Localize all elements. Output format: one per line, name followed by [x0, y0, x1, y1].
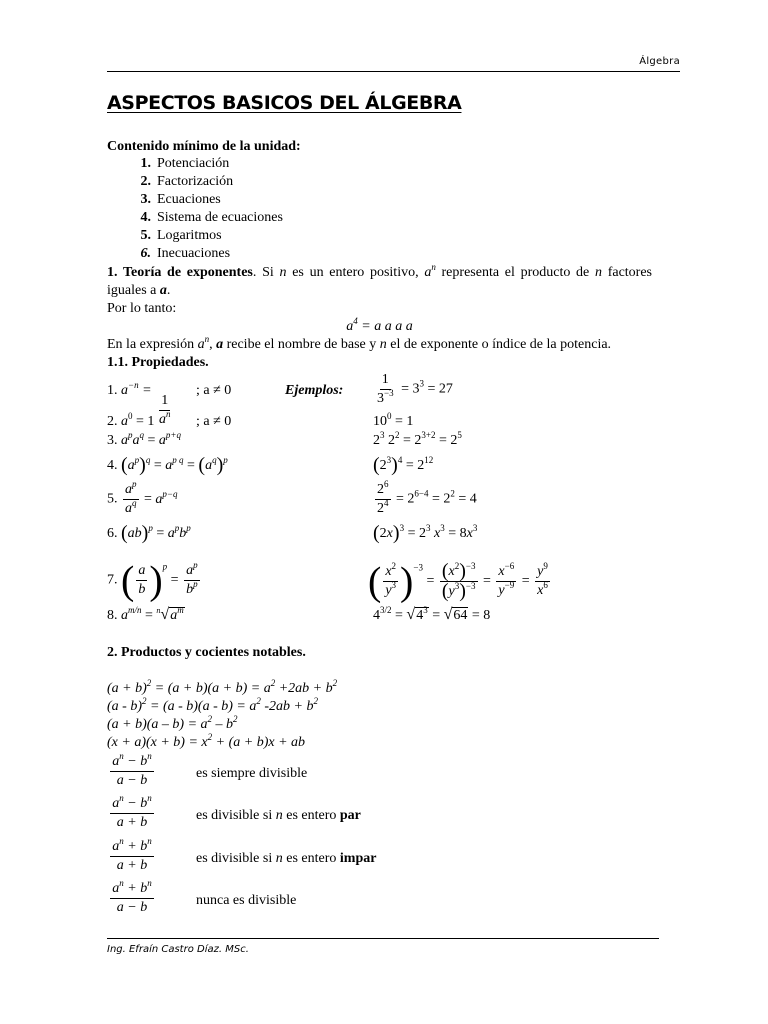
contents-item: 4. Sistema de ecuaciones [140, 210, 283, 225]
example-4: $(2^3)^4 = 2^{12}$ [373, 454, 434, 476]
property-4: 4. $(a^p)^q = a^{p q} = (a^q)^p$ [107, 454, 228, 476]
notable-product-4: $(x + a)(x + b) = x^2 + (a + b)x$ + ab [107, 732, 306, 750]
footer-author: Ing. Efraín Castro Díaz. MSc. [107, 944, 249, 955]
property-1: 1. $a^{-n}$ = $\frac{1}{a^n}$ [107, 380, 171, 427]
contents-item: 1. Potenciación [140, 156, 230, 171]
contents-list [107, 155, 283, 263]
ejemplos-label: Ejemplos: [285, 383, 344, 398]
quotient-2: $\frac{a^n - b^n}{a + b}$ [112, 793, 152, 830]
expression-paragraph: En la expresión $a^n$, a recibe el nombre de base y n el de exponente o índice de la potencia. [107, 334, 612, 352]
property-1-condition: ; a ≠ 0 [196, 383, 232, 398]
property-8: 8. $a^{m/n} = ^n√a^m$ [107, 605, 184, 623]
quotient-2-label: es divisible si n es entero par [196, 808, 361, 823]
example-7: ( $\frac{x^2}{y^3}$ )$^{-3}$ = $\frac{(x^2)^{-3}}{(y^3)^{-3}}$ = $\frac{x^{-6}}{y^{-9}}$ = $\frac{y^9}{x^6}$ [368, 558, 548, 604]
quotient-4: $\frac{a^n + b^n}{a - b}$ [112, 878, 152, 915]
por-lo-tanto: Por lo tanto: [107, 301, 177, 316]
contents-item: 6. Inecuaciones [140, 246, 231, 261]
property-7: 7. ( $\frac{a}{b}$ )$^p$ = $\frac{a^p}{b^p}$ [107, 557, 198, 603]
section2-heading: 2. Productos y cocientes notables. [107, 645, 306, 660]
properties-heading: 1.1. Propiedades. [107, 355, 209, 370]
property-5: 5. $\frac{a^p}{a^q}$ = $a^{p-q}$ [107, 479, 178, 516]
example-8: $4^{3/2} = √4^3 = √64 = 8$ [373, 605, 491, 623]
example-6: $(2x)^3 = 2^3$ $x^3 = 8x^3$ [373, 522, 478, 544]
section1-paragraph: 1. Teoría de exponentes. Si n es un entero positivo, $a^n$ representa el producto de n factores iguales a a. [107, 262, 652, 298]
example-3: $2^3$ $2^2 = 2^{3+2} = 2^5$ [373, 430, 462, 448]
notable-product-2: $(a - b)^2 = (a - b)(a - b) = a^2$ $-2ab + b^2$ [107, 696, 318, 714]
property-2-condition: ; a ≠ 0 [196, 414, 232, 429]
quotient-1: $\frac{a^n - b^n}{a - b}$ [112, 751, 152, 788]
contents-item: 5. Logaritmos [140, 228, 222, 243]
contents-item: 3. Ecuaciones [140, 192, 221, 207]
example-5: $\frac{2^6}{2^4}$ = $2^{6-4} = 2^2 = 4$ [377, 479, 477, 516]
header-rule [107, 71, 680, 72]
notable-product-1: $(a + b)^2 = (a + b)(a + b) = a^2 +2ab + b^2$ [107, 678, 338, 696]
example-expression: $a^4 = a$ a a a [346, 316, 413, 334]
running-header: Álgebra [639, 56, 680, 67]
contents-item: 2. Factorización [140, 174, 234, 189]
contents-heading: Contenido mínimo de la unidad: [107, 139, 301, 154]
property-3: 3. $a^pa^q = a^{p+q}$ [107, 430, 181, 448]
example-1: $\frac{1}{3^{-3}}$ = $3^3 = 27$ [377, 372, 453, 406]
quotient-4-label: nunca es divisible [196, 893, 297, 908]
example-2: $10^0 = 1$ [373, 411, 414, 429]
quotient-3: $\frac{a^n + b^n}{a + b}$ [112, 836, 152, 873]
quotient-1-label: es siempre divisible [196, 766, 308, 781]
property-2: 2. $a^0 = 1$ [107, 411, 155, 429]
property-6: 6. $(ab)^p = a^pb^p$ [107, 522, 191, 544]
quotient-3-label: es divisible si n es entero impar [196, 851, 377, 866]
footer-rule [107, 938, 659, 939]
notable-product-3: $(a + b)(a - b) = a^2 - b^2$ [107, 714, 238, 732]
page-title: ASPECTOS BASICOS DEL ÁLGEBRA [107, 92, 462, 114]
